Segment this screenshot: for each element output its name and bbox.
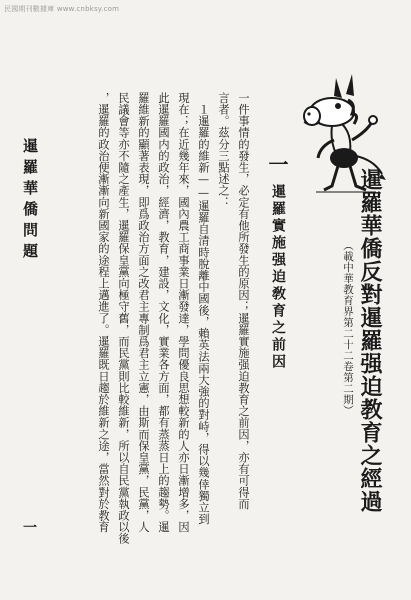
- body-text-line: ，暹羅的政治便漸漸向新國家的途程上邁進了。暹羅既日趨於維新之途，當然對於教育: [97, 92, 110, 533]
- page-number: 一: [21, 520, 37, 534]
- watermark-text: 民國期刊數據庫 www.cnbksy.com: [4, 5, 120, 13]
- body-text-line: 此暹羅國内的政治，經濟，教育，建設，文化，實業各方面，都有蒸蒸日上的趨勢。暹: [157, 92, 170, 533]
- body-text-line: 一件事情的發生，必定有他所發生的原因；暹羅實施强迫教育之前因，亦有可得而: [237, 92, 250, 510]
- body-text-line: １暹羅的維新——暹羅自清時脫離中國後，賴英法兩大強的對峙，得以幾倖獨立到: [197, 92, 210, 525]
- body-text-line: 言者。茲分三點述之：: [217, 92, 230, 208]
- article-title: 暹羅華僑反對暹羅强迫教育之經過: [357, 168, 383, 513]
- body-text-line: 現在；在近幾年來，國內農工商事業日漸發達，學問優良思想較新的人亦日漸增多，因: [177, 92, 190, 533]
- section-heading: 暹羅實施强迫敎育之前因: [270, 184, 286, 371]
- body-text-line: 民議會等亦不隨之產生，暹羅保皇黨向極守舊，而民黨則比較維新，所以自民黨執政以後: [117, 92, 130, 545]
- body-text-line: 羅維新的顯著表現，即爲政治方面之改君主專制爲君主立憲，由斯而保皇黨，民黨，人: [137, 92, 150, 533]
- article-source-note: （載中華教育界第二十二卷第二期）: [342, 240, 354, 416]
- section-number: 一: [265, 154, 289, 174]
- running-header-title: 暹羅華僑問題: [21, 138, 39, 264]
